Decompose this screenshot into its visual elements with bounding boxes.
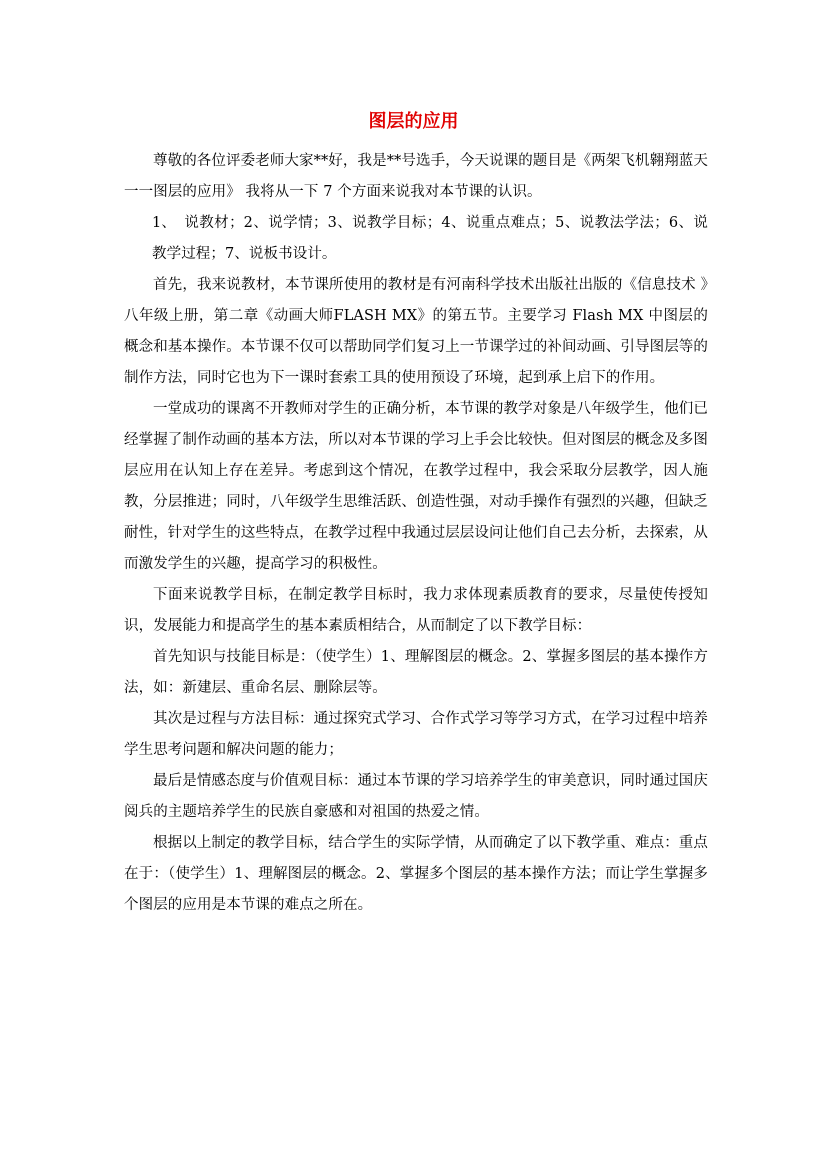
paragraph-key-difficult-points: 根据以上制定的教学目标，结合学生的实际学情，从而确定了以下教学重、难点：重点在于：（使学生）1、理解图层的概念。2、掌握多个图层的基本操作方法；而让学生掌握多个图层的应用是本节课的难点之所在。: [124, 835, 708, 913]
paragraph-process-objective: 其次是过程与方法目标：通过探究式学习、合作式学习等学习方式，在学习过程中培养学生思考问题和解决问题的能力；: [124, 711, 708, 758]
paragraph-objectives-intro: 下面来说教学目标，在制定教学目标时，我力求体现素质教育的要求，尽量使传授知识，发展能力和提高学生的基本素质相结合，从而制定了以下教学目标：: [124, 587, 708, 634]
paragraph-intro: 尊敬的各位评委老师大家**好，我是**号选手，今天说课的题目是《两架飞机翱翔蓝天一一图层的应用》 我将从一下 7 个方面来说我对本节课的认识。: [124, 153, 708, 200]
outline-list-item: [124, 208, 708, 270]
outline-list-number: 1、: [152, 215, 176, 231]
paragraph-textbook: 首先，我来说教材，本节课所使用的教材是有河南科学技术出版社出版的《信息技术 》八年级上册，第二章《动画大师FLASH MX》的第五节。主要学习 Flash MX 中图层的概念和基本操作。本节课不仅可以帮助同学们复习上一节课学过的补间动画、引导图层等的制作方法，同时它也为下一课时套索工具的使用预设了环境，起到承上启下的作用。: [124, 277, 708, 386]
outline-list-content: [152, 208, 708, 270]
paragraph-students: 一堂成功的课离不开教师对学生的正确分析，本节课的教学对象是八年级学生，他们已经掌握了制作动画的基本方法，所以对本节课的学习上手会比较快。但对图层的概念及多图层应用在认知上存在差异。考虑到这个情况，在教学过程中，我会采取分层教学，因人施教，分层推进；同时，八年级学生思维活跃、创造性强，对动手操作有强烈的兴趣，但缺乏耐性，针对学生的这些特点，在教学过程中我通过层层设问让他们自己去分析，去探索，从而激发学生的兴趣，提高学习的积极性。: [124, 401, 708, 572]
document-body: [124, 146, 708, 921]
paragraph-emotion-objective: 最后是情感态度与价值观目标：通过本节课的学习培养学生的审美意识，同时通过国庆阅兵的主题培养学生的民族自豪感和对祖国的热爱之情。: [124, 773, 708, 820]
document-title: 图层的应用: [368, 111, 459, 132]
outline-list-text: 说教材；2、说学情；3、说教学目标；4、说重点难点；5、说教法学法；6、说教学过程；7、说板书设计。: [152, 215, 708, 262]
paragraph-knowledge-objective: 首先知识与技能目标是：（使学生）1、理解图层的概念。2、掌握多图层的基本操作方法，如：新建层、重命名层、删除层等。: [124, 649, 708, 696]
